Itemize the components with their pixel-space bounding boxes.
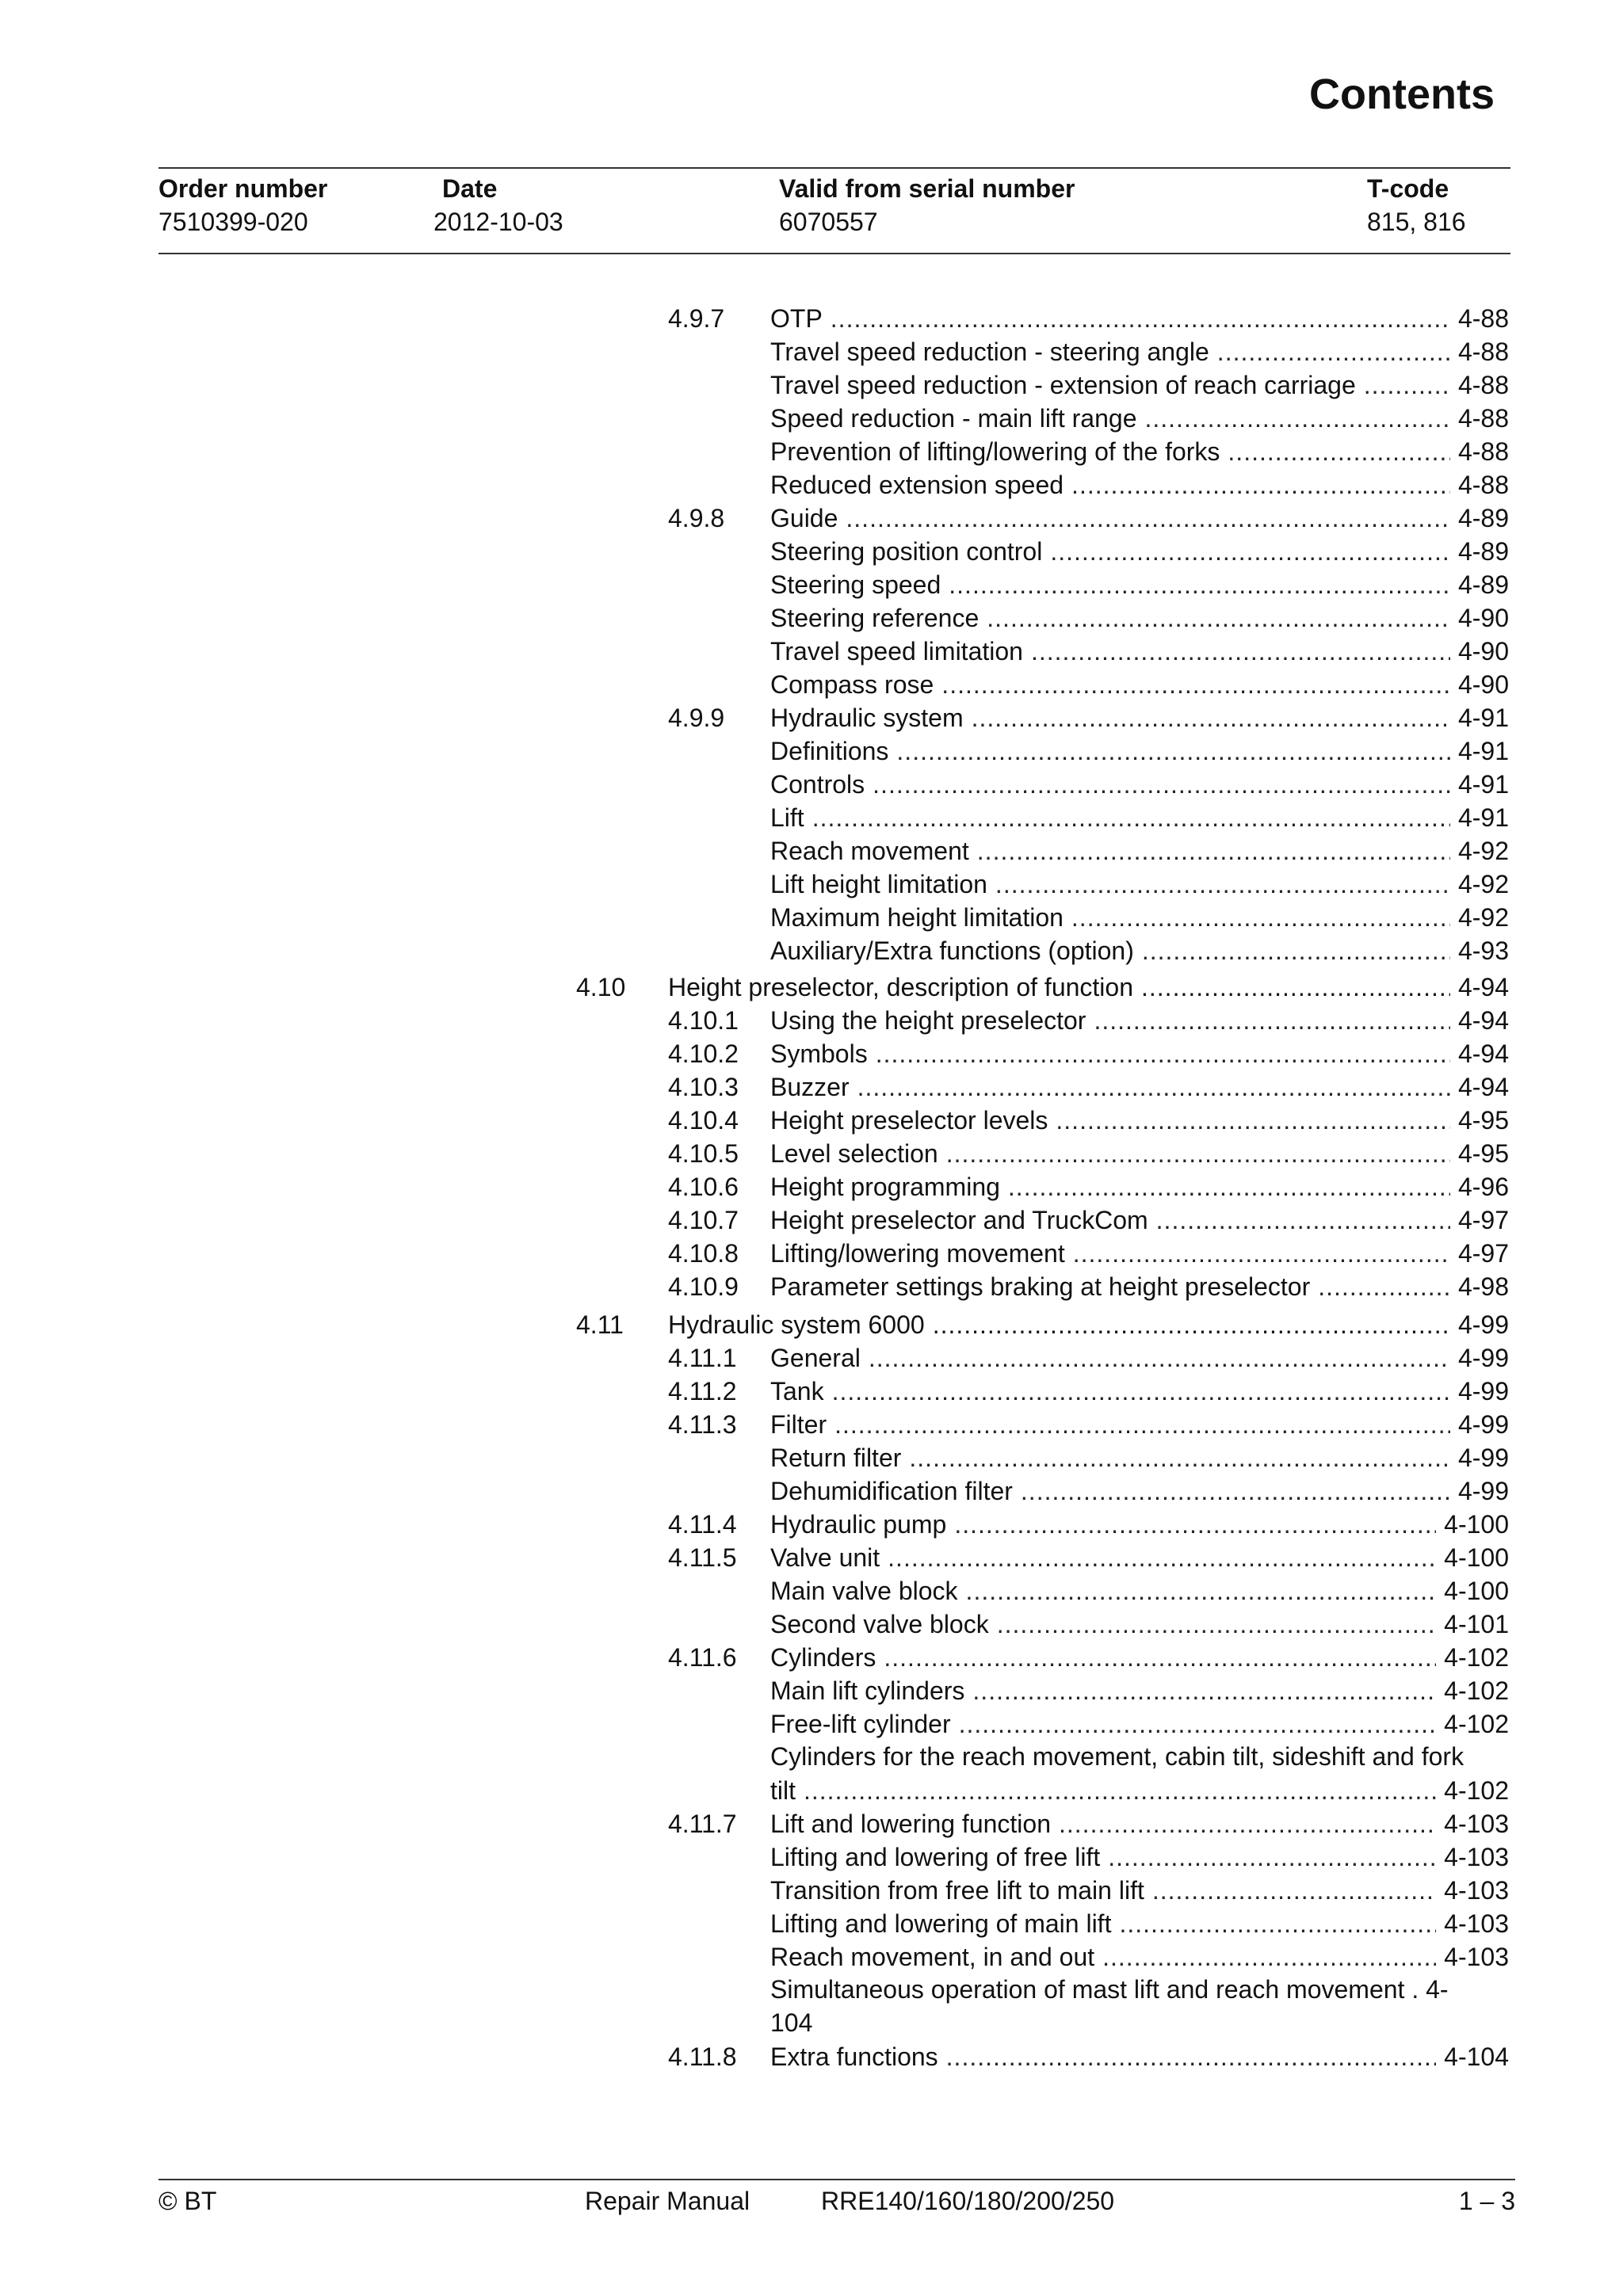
toc-entry-title: Lifting and lowering of free lift: [770, 1843, 1101, 1871]
toc-entry-page: 4-91: [1457, 704, 1509, 732]
toc-entry-title: Using the height preselector: [770, 1006, 1086, 1035]
toc-entry-title: Steering position control: [770, 537, 1043, 566]
toc-entry-title: Lifting and lowering of main lift: [770, 1909, 1112, 1938]
toc-entry-page: 4-103: [1444, 1909, 1509, 1938]
dot-leader: [1050, 536, 1450, 567]
toc-entry-title: Symbols: [770, 1039, 868, 1068]
toc-number: 4.10.5: [668, 1139, 739, 1168]
toc-entry-page: 4-99: [1457, 1310, 1509, 1339]
toc-entry-page: 4-88: [1457, 471, 1509, 499]
toc-entry[interactable]: [770, 1071, 1509, 1103]
dot-leader: [896, 735, 1450, 767]
toc-entry[interactable]: [770, 1442, 1509, 1474]
toc-entry-title: Reach movement: [770, 837, 969, 865]
dot-leader: [832, 1375, 1450, 1407]
toc-entry[interactable]: [770, 336, 1509, 368]
toc-entry[interactable]: [770, 436, 1509, 467]
dot-leader: [987, 602, 1450, 634]
toc-number: 4.10.2: [668, 1039, 739, 1068]
toc-entry[interactable]: [770, 1575, 1509, 1607]
dot-leader: [1228, 436, 1450, 467]
toc-entry-wrapped-line: Cylinders for the reach movement, cabin tilt, sideshift and fork: [770, 1742, 1465, 1771]
dot-leader: [873, 769, 1450, 800]
toc-entry-page: 4-99: [1457, 1410, 1509, 1439]
toc-entry[interactable]: [770, 902, 1509, 933]
toc-entry[interactable]: [770, 1104, 1509, 1136]
toc-entry[interactable]: [770, 1342, 1509, 1374]
toc-entry-page: 4-88: [1457, 404, 1509, 433]
toc-entry[interactable]: [770, 935, 1509, 967]
toc-entry[interactable]: [770, 1642, 1509, 1673]
toc-entry[interactable]: [770, 1841, 1509, 1873]
toc-entry[interactable]: [770, 1775, 1509, 1806]
dot-leader: [876, 1038, 1450, 1070]
toc-entry[interactable]: [770, 569, 1509, 601]
dot-leader: [1152, 1875, 1436, 1906]
toc-entry-title: Lifting/lowering movement: [770, 1239, 1065, 1268]
toc-number: 4.11.2: [668, 1377, 737, 1405]
toc-entry-page: 4-92: [1457, 870, 1509, 898]
toc-number: 4.11.5: [668, 1543, 737, 1572]
toc-entry-page: 4-99: [1457, 1377, 1509, 1405]
toc-entry[interactable]: [770, 769, 1509, 800]
toc-entry-title: Height preselector and TruckCom: [770, 1206, 1148, 1234]
toc-entry[interactable]: [770, 835, 1509, 867]
dot-leader: [1031, 635, 1450, 667]
toc-number: 4.9.9: [668, 704, 725, 732]
toc-entry-page: 4-89: [1457, 504, 1509, 532]
toc-entry-page: 4-88: [1457, 437, 1509, 466]
toc-entry-title: Hydraulic system 6000: [668, 1310, 925, 1339]
dot-leader: [1144, 402, 1449, 434]
dot-leader: [1108, 1841, 1436, 1873]
toc-entry-page: 4-94: [1457, 1039, 1509, 1068]
toc-entry-title: Travel speed reduction - steering angle: [770, 338, 1209, 366]
dot-leader: [1102, 1941, 1436, 1973]
toc-entry[interactable]: [770, 635, 1509, 667]
toc-entry[interactable]: [770, 1608, 1509, 1640]
dot-leader: [977, 835, 1450, 867]
toc-entry-title: Valve unit: [770, 1543, 880, 1572]
dot-leader: [1021, 1475, 1450, 1507]
toc-entry-title: Main lift cylinders: [770, 1676, 965, 1705]
dot-leader: [1059, 1808, 1436, 1840]
toc-number: 4.10.4: [668, 1106, 739, 1135]
dot-leader: [946, 2041, 1437, 2073]
toc-entry-page: 4-91: [1457, 770, 1509, 799]
toc-entry-title: Extra functions: [770, 2042, 938, 2071]
toc-number: 4.11.8: [668, 2042, 737, 2071]
toc-entry-title: General: [770, 1344, 861, 1372]
toc-number: 4.10.7: [668, 1206, 739, 1234]
dot-leader: [933, 1309, 1450, 1341]
toc-entry-page: 4-102: [1444, 1710, 1509, 1738]
toc-number: 4.11.1: [668, 1344, 737, 1372]
toc-entry-page: 4-103: [1444, 1843, 1509, 1871]
toc-number: 4.10.6: [668, 1173, 739, 1201]
dot-leader: [812, 802, 1450, 833]
toc-entry[interactable]: [770, 868, 1509, 900]
toc-section-number: 4.11: [576, 1310, 624, 1339]
toc-entry-page: 4-102: [1444, 1643, 1509, 1672]
toc-entry-title: Free-lift cylinder: [770, 1710, 951, 1738]
toc-section-entry[interactable]: [668, 971, 1509, 1003]
footer-models: RRE140/160/180/200/250: [821, 2187, 1115, 2215]
dot-leader: [959, 1708, 1437, 1740]
toc-entry-title: Tank: [770, 1377, 824, 1405]
toc-entry[interactable]: [770, 1138, 1509, 1169]
toc-entry-title: Height programming: [770, 1173, 1000, 1201]
dot-leader: [946, 1138, 1450, 1169]
header-top-rule: [158, 167, 1510, 169]
dot-leader: [1056, 1104, 1450, 1136]
toc-entry[interactable]: [770, 303, 1509, 334]
toc-entry-page: 4-101: [1444, 1610, 1509, 1638]
toc-entry-title: Transition from free lift to main lift: [770, 1876, 1144, 1905]
toc-entry[interactable]: [770, 602, 1509, 634]
toc-entry-page: 4-100: [1444, 1577, 1509, 1605]
toc-entry-title: Definitions: [770, 737, 889, 765]
dot-leader: [869, 1342, 1450, 1374]
dot-leader: [1071, 902, 1450, 933]
dot-leader: [1071, 469, 1450, 501]
toc-entry-title: Level selection: [770, 1139, 938, 1168]
toc-entry-title: Hydraulic pump: [770, 1510, 947, 1539]
dot-leader: [997, 1608, 1436, 1640]
toc-entry-page: 4-95: [1457, 1106, 1509, 1135]
toc-entry-title: Lift: [770, 803, 804, 832]
toc-entry-title: Main valve block: [770, 1577, 958, 1605]
toc-entry-title: Height preselector, description of function: [668, 973, 1133, 1001]
toc-entry-title: Compass rose: [770, 670, 934, 699]
footer-page-number: 1 – 3: [1458, 2187, 1515, 2215]
toc-entry-title: Buzzer: [770, 1073, 850, 1101]
toc-number: 4.11.4: [668, 1510, 737, 1539]
toc-entry-title: Travel speed reduction - extension of reach carriage: [770, 371, 1356, 399]
toc-entry-page: 4-96: [1457, 1173, 1509, 1201]
toc-entry-wrapped-page: 104: [770, 2008, 813, 2037]
dot-leader: [995, 868, 1450, 900]
toc-entry-page: 4-102: [1444, 1676, 1509, 1705]
toc-entry-title: Steering reference: [770, 604, 980, 632]
toc-entry[interactable]: [770, 1941, 1509, 1973]
dot-leader: [909, 1442, 1450, 1474]
toc-entry-page: 4-91: [1457, 737, 1509, 765]
toc-entry-page: 4-97: [1457, 1239, 1509, 1268]
toc-entry[interactable]: [770, 1808, 1509, 1840]
footer-rule: [158, 2179, 1515, 2180]
toc-entry-title: Maximum height limitation: [770, 903, 1064, 932]
toc-entry-title: OTP: [770, 304, 823, 333]
toc-entry-wrapped-line[interactable]: Simultaneous operation of mast lift and reach movement . 4-: [770, 1975, 1449, 2004]
toc-entry-page: 4-93: [1457, 936, 1509, 965]
toc-number: 4.11.6: [668, 1643, 737, 1672]
header-bottom-rule: [158, 253, 1510, 254]
date-value: 2012-10-03: [433, 208, 563, 236]
toc-entry-title: Prevention of lifting/lowering of the forks: [770, 437, 1220, 466]
toc-entry-title: Return filter: [770, 1444, 902, 1472]
toc-number: 4.10.3: [668, 1073, 739, 1101]
toc-entry-page: 4-100: [1444, 1543, 1509, 1572]
toc-entry-page: 4-90: [1457, 637, 1509, 666]
order-number-label: Order number: [158, 174, 328, 203]
toc-entry-page: 4-99: [1457, 1344, 1509, 1372]
toc-number: 4.10.9: [668, 1272, 739, 1301]
dot-leader: [949, 569, 1450, 601]
dot-leader: [846, 502, 1450, 534]
dot-leader: [884, 1642, 1436, 1673]
dot-leader: [831, 303, 1450, 334]
toc-entry-title: Auxiliary/Extra functions (option): [770, 936, 1134, 965]
dot-leader: [1073, 1238, 1450, 1269]
date-label: Date: [442, 174, 498, 203]
toc-entry-page: 4-91: [1457, 803, 1509, 832]
dot-leader: [972, 702, 1450, 734]
toc-entry-title: Hydraulic system: [770, 704, 964, 732]
toc-entry[interactable]: [770, 802, 1509, 833]
toc-entry[interactable]: [770, 702, 1509, 734]
toc-number: 4.10.8: [668, 1239, 739, 1268]
dot-leader: [834, 1409, 1450, 1440]
toc-entry-page: 4-94: [1457, 1006, 1509, 1035]
toc-entry[interactable]: [770, 1875, 1509, 1906]
toc-entry-page: 4-95: [1457, 1139, 1509, 1168]
toc-entry-title: Filter: [770, 1410, 827, 1439]
toc-entry[interactable]: [770, 1708, 1509, 1740]
toc-entry[interactable]: [770, 502, 1509, 534]
footer-manual-title: Repair Manual: [585, 2187, 750, 2215]
toc-number: 4.9.7: [668, 304, 725, 333]
toc-entry[interactable]: [770, 1908, 1509, 1939]
toc-entry-title: Travel speed limitation: [770, 637, 1023, 666]
toc-entry-page: 4-89: [1457, 570, 1509, 599]
toc-entry-title: Steering speed: [770, 570, 941, 599]
dot-leader: [941, 669, 1450, 700]
dot-leader: [1119, 1908, 1436, 1939]
dot-leader: [1094, 1005, 1450, 1036]
toc-entry-page: 4-97: [1457, 1206, 1509, 1234]
toc-entry[interactable]: [770, 669, 1509, 700]
toc-section-number: 4.10: [576, 973, 626, 1001]
toc-entry-title: Controls: [770, 770, 865, 799]
toc-entry-title: tilt: [770, 1776, 796, 1805]
toc-entry[interactable]: [770, 1675, 1509, 1707]
dot-leader: [1008, 1171, 1450, 1203]
toc-entry-page: 4-88: [1457, 371, 1509, 399]
toc-entry-page: 4-99: [1457, 1444, 1509, 1472]
dot-leader: [1156, 1204, 1450, 1236]
toc-entry-page: 4-90: [1457, 604, 1509, 632]
toc-number: 4.10.1: [668, 1006, 739, 1035]
toc-entry-page: 4-103: [1444, 1943, 1509, 1971]
toc-entry-page: 4-104: [1444, 2042, 1509, 2071]
toc-entry[interactable]: [770, 369, 1509, 401]
toc-entry-page: 4-94: [1457, 973, 1509, 1001]
serial-number-label: Valid from serial number: [779, 174, 1075, 203]
toc-entry[interactable]: [770, 1171, 1509, 1203]
toc-entry-title: Speed reduction - main lift range: [770, 404, 1137, 433]
toc-entry-page: 4-94: [1457, 1073, 1509, 1101]
t-code-label: T-code: [1367, 174, 1449, 203]
toc-entry-page: 4-89: [1457, 537, 1509, 566]
toc-entry-page: 4-90: [1457, 670, 1509, 699]
order-number-value: 7510399-020: [158, 208, 308, 236]
dot-leader: [1217, 336, 1450, 368]
dot-leader: [954, 1508, 1436, 1540]
toc-entry[interactable]: [770, 1038, 1509, 1070]
toc-entry[interactable]: [770, 1508, 1509, 1540]
toc-entry[interactable]: [770, 402, 1509, 434]
toc-entry[interactable]: [770, 1375, 1509, 1407]
toc-entry-page: 4-92: [1457, 903, 1509, 932]
dot-leader: [888, 1542, 1436, 1573]
serial-number-value: 6070557: [779, 208, 878, 236]
toc-entry[interactable]: [770, 469, 1509, 501]
toc-entry-page: 4-103: [1444, 1810, 1509, 1838]
toc-entry-page: 4-88: [1457, 338, 1509, 366]
toc-entry-title: Parameter settings braking at height preselector: [770, 1272, 1311, 1301]
dot-leader: [1142, 935, 1450, 967]
toc-entry-page: 4-102: [1444, 1776, 1509, 1805]
dot-leader: [966, 1575, 1437, 1607]
toc-number: 4.11.7: [668, 1810, 737, 1838]
toc-entry-page: 4-99: [1457, 1477, 1509, 1505]
dot-leader: [804, 1775, 1436, 1806]
toc-entry-title: Lift height limitation: [770, 870, 987, 898]
toc-entry-page: 4-103: [1444, 1876, 1509, 1905]
dot-leader: [1141, 971, 1450, 1003]
toc-entry[interactable]: [770, 735, 1509, 767]
footer-copyright: © BT: [158, 2187, 217, 2215]
toc-entry-page: 4-92: [1457, 837, 1509, 865]
toc-entry[interactable]: [770, 1005, 1509, 1036]
toc-section-entry[interactable]: [668, 1309, 1509, 1341]
toc-entry-title: Dehumidification filter: [770, 1477, 1013, 1505]
toc-entry[interactable]: [770, 1204, 1509, 1236]
toc-number: 4.11.3: [668, 1410, 737, 1439]
toc-entry[interactable]: [770, 536, 1509, 567]
toc-entry-title: Cylinders: [770, 1643, 876, 1672]
toc-entry-page: 4-88: [1457, 304, 1509, 333]
toc-entry-title: Second valve block: [770, 1610, 989, 1638]
dot-leader: [1364, 369, 1450, 401]
toc-entry-title: Guide: [770, 504, 838, 532]
dot-leader: [1318, 1271, 1450, 1302]
toc-entry[interactable]: [770, 2041, 1509, 2073]
toc-entry-page: 4-100: [1444, 1510, 1509, 1539]
toc-number: 4.9.8: [668, 504, 725, 532]
toc-entry-title: Reach movement, in and out: [770, 1943, 1095, 1971]
t-code-value: 815, 816: [1367, 208, 1466, 236]
toc-entry[interactable]: [770, 1271, 1509, 1302]
toc-entry[interactable]: [770, 1238, 1509, 1269]
dot-leader: [857, 1071, 1450, 1103]
toc-entry[interactable]: [770, 1409, 1509, 1440]
page-title: Contents: [1309, 71, 1495, 118]
toc-entry-page: 4-98: [1457, 1272, 1509, 1301]
toc-entry-title: Lift and lowering function: [770, 1810, 1051, 1838]
toc-entry-title: Reduced extension speed: [770, 471, 1064, 499]
toc-entry-title: Height preselector levels: [770, 1106, 1048, 1135]
toc-entry[interactable]: [770, 1542, 1509, 1573]
toc-entry[interactable]: [770, 1475, 1509, 1507]
dot-leader: [972, 1675, 1436, 1707]
